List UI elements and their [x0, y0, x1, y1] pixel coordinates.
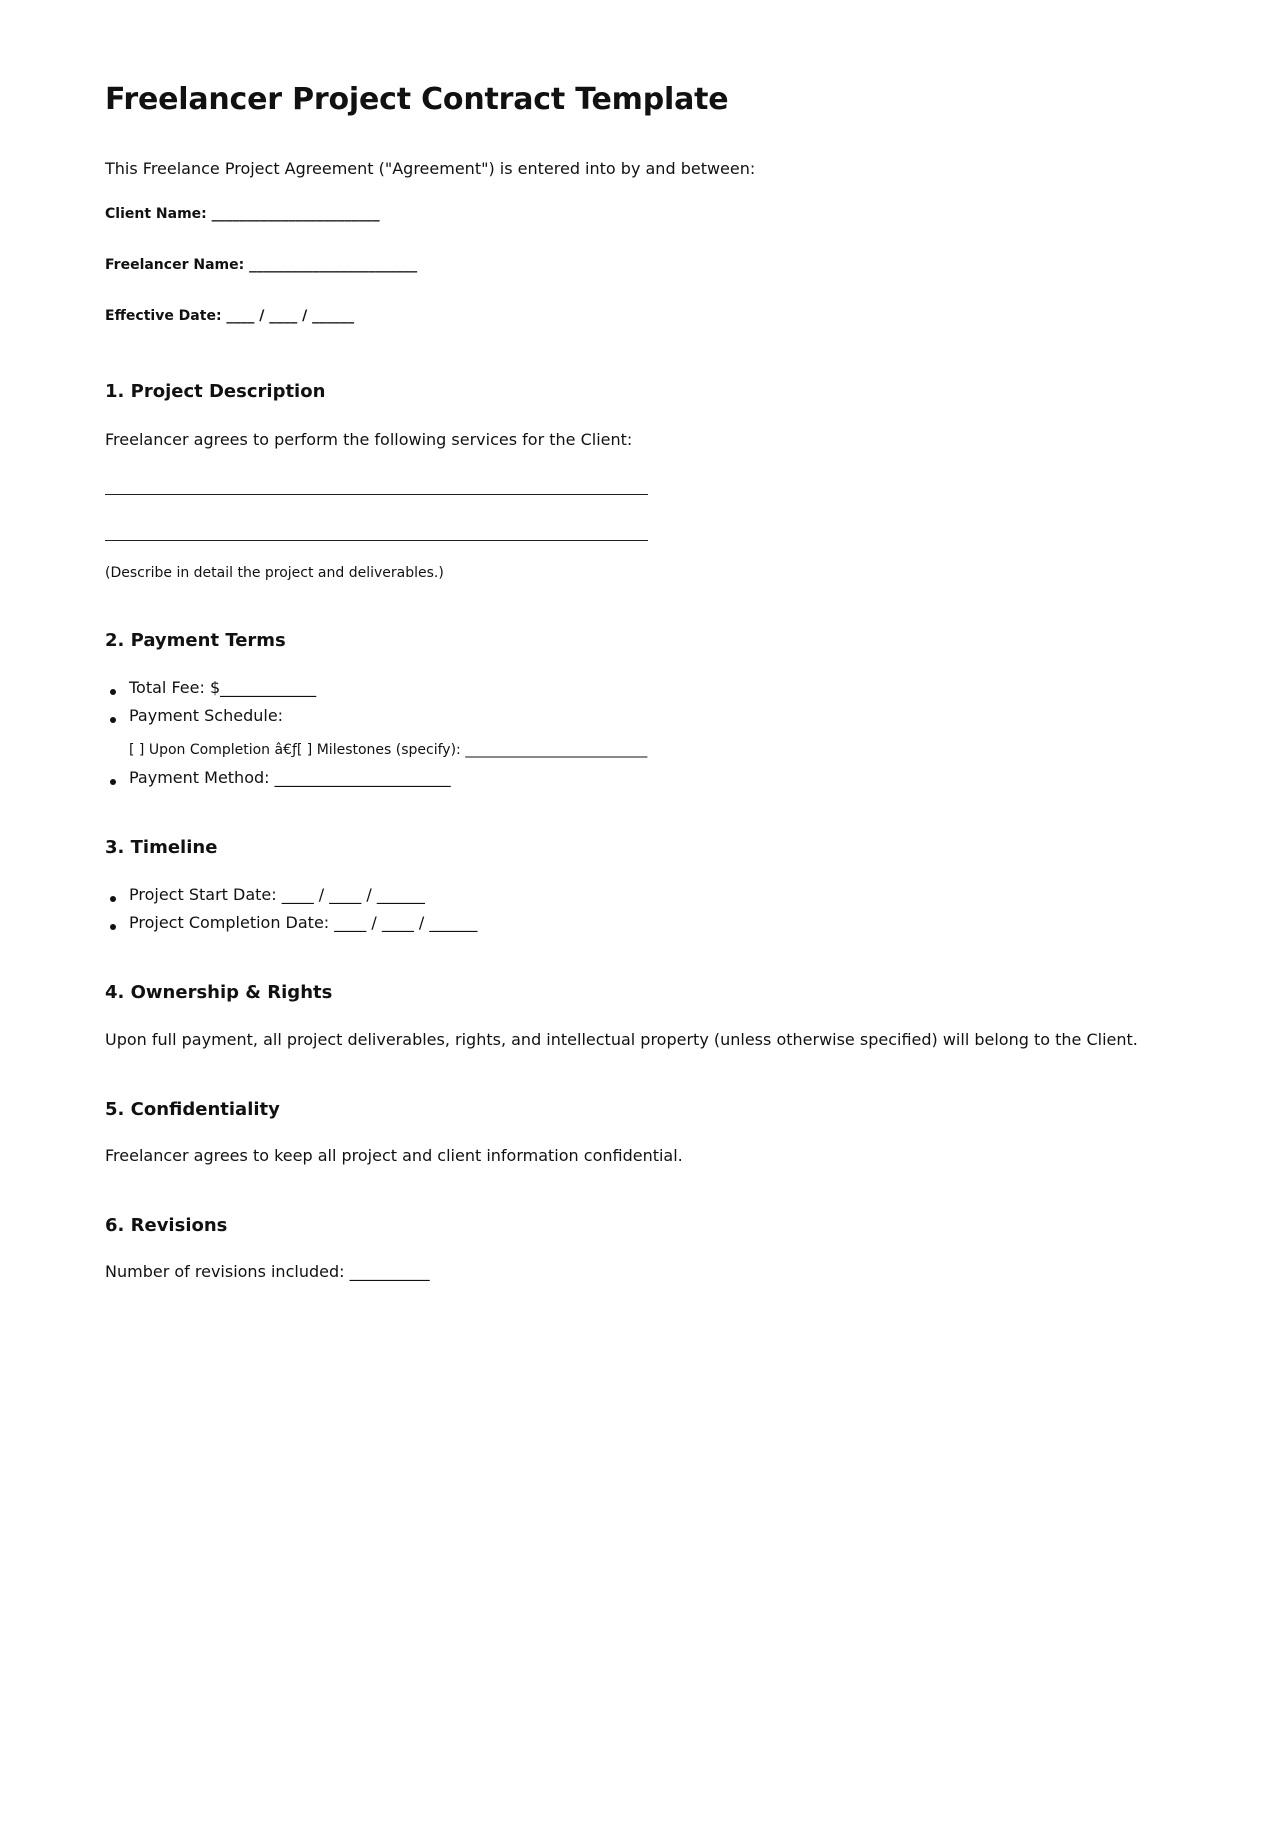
payment-schedule-text: Payment Schedule: — [129, 706, 284, 725]
payment-schedule-options: [ ] Upon Completion â€ƒ[ ] Milestones (specify): __________________________ — [129, 742, 648, 758]
list-item-total-fee — [105, 678, 316, 706]
client-name-label: Client Name: — [105, 206, 207, 222]
ownership-rights-paragraph: Upon full payment, all project deliverables, rights, and intellectual property (unless otherwise specified) will belong to the Client. — [105, 1030, 1138, 1049]
client-name-blank: ________________________ — [211, 206, 380, 222]
section-heading-payment-terms: 2. Payment Terms — [105, 630, 286, 651]
description-blank-line-2 — [105, 540, 648, 541]
intro-paragraph: This Freelance Project Agreement ("Agreement") is entered into by and between: — [105, 159, 756, 178]
section-heading-project-description: 1. Project Description — [105, 381, 326, 402]
list-item-payment-method — [105, 768, 451, 796]
payment-method-text: Payment Method: ______________________ — [129, 768, 451, 787]
list-item-payment-schedule — [105, 706, 316, 734]
confidentiality-paragraph: Freelancer agrees to keep all project and client information confidential. — [105, 1146, 683, 1165]
list-item-completion-date — [105, 913, 477, 941]
bullet-icon — [110, 896, 116, 902]
effective-date-field — [105, 308, 354, 324]
effective-date-blank: ____ / ____ / ______ — [226, 308, 355, 324]
payment-terms-list — [105, 678, 316, 734]
section-heading-revisions: 6. Revisions — [105, 1215, 228, 1236]
total-fee-text: Total Fee: $____________ — [129, 678, 317, 697]
revisions-paragraph: Number of revisions included: __________ — [105, 1262, 430, 1281]
freelancer-name-field — [105, 257, 417, 273]
section-heading-confidentiality: 5. Confidentiality — [105, 1099, 280, 1120]
page-title: Freelancer Project Contract Template — [105, 82, 729, 117]
list-item-start-date — [105, 885, 477, 913]
bullet-icon — [110, 689, 116, 695]
bullet-icon — [110, 779, 116, 785]
description-blank-line-1 — [105, 494, 648, 495]
bullet-icon — [110, 717, 116, 723]
client-name-field — [105, 206, 380, 222]
effective-date-label: Effective Date: — [105, 308, 222, 324]
section-heading-ownership-rights: 4. Ownership & Rights — [105, 982, 333, 1003]
bullet-icon — [110, 924, 116, 930]
section-heading-timeline: 3. Timeline — [105, 837, 218, 858]
payment-terms-list-continued — [105, 768, 451, 796]
timeline-list — [105, 885, 477, 941]
completion-date-text: Project Completion Date: ____ / ____ / ______ — [129, 913, 478, 932]
project-description-paragraph: Freelancer agrees to perform the following services for the Client: — [105, 430, 633, 449]
freelancer-name-label: Freelancer Name: — [105, 257, 245, 273]
start-date-text: Project Start Date: ____ / ____ / ______ — [129, 885, 425, 904]
project-description-note: (Describe in detail the project and deliverables.) — [105, 565, 444, 581]
freelancer-name-blank: ________________________ — [249, 257, 418, 273]
